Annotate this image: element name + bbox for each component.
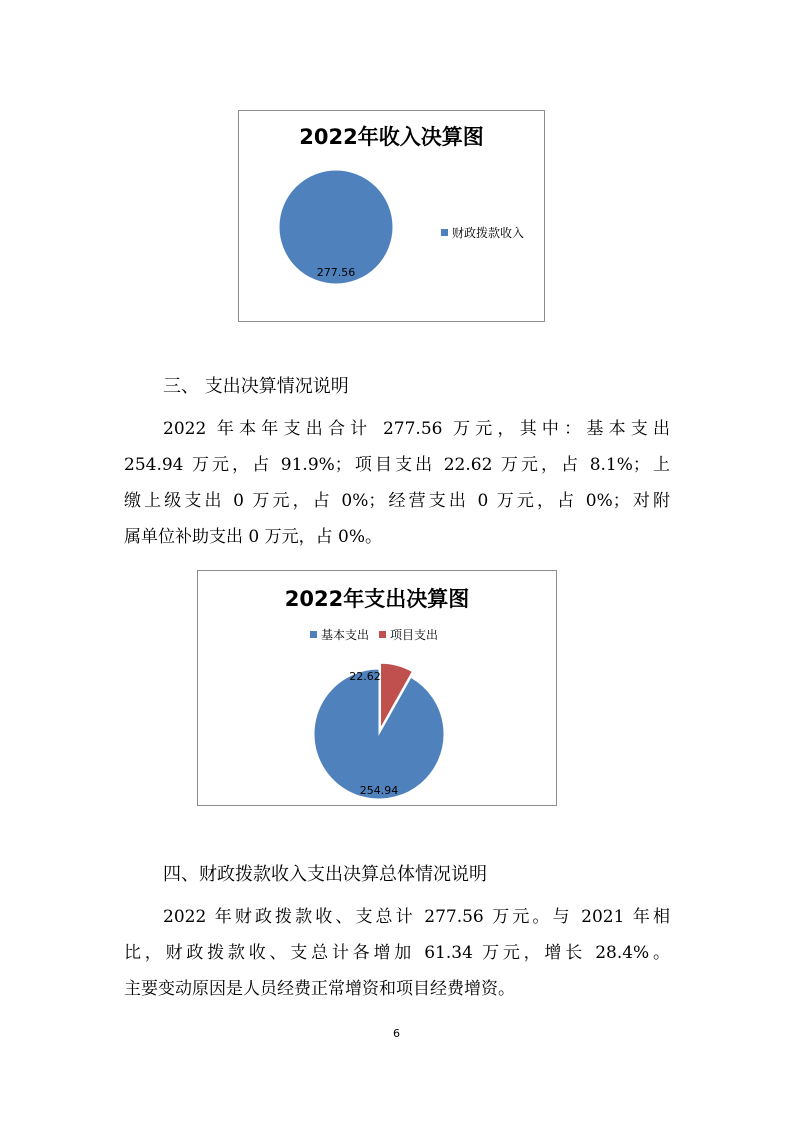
section4-line-2: 比，财政拨款收、支总计各增加 61.34 万元，增长 28.4%。: [124, 943, 670, 963]
section3-heading: 三、 支出决算情况说明: [163, 376, 349, 397]
expense-chart-title: 2022年支出决算图: [284, 587, 470, 611]
section3-line-3: 缴上级支出 0 万元，占 0%；经营支出 0 万元，占 0%；对附: [124, 491, 670, 511]
legend-swatch: [441, 229, 448, 236]
pie-data-label-1: 254.94: [359, 784, 399, 797]
section3-line-1: 2022 年本年支出合计 277.56 万元，其中：基本支出: [163, 419, 670, 439]
page-number: 6: [393, 1027, 400, 1040]
income-pie: [239, 111, 544, 321]
legend-label: 财政拨款收入: [452, 226, 525, 240]
legend-label: 基本支出: [321, 628, 370, 642]
expense-chart: [197, 570, 557, 806]
section3-line-4: 属单位补助支出 0 万元，占 0%。: [124, 527, 382, 547]
section4-heading: 四、财政拨款收入支出决算总体情况说明: [163, 864, 487, 885]
pie-data-label-2: 22.62: [349, 670, 381, 683]
income-chart-title: 2022年收入决算图: [299, 125, 484, 149]
pie-data-label-1: 277.56: [316, 266, 356, 279]
expense-pie: [198, 571, 556, 805]
income-legend: [441, 224, 534, 241]
section4-line-1: 2022 年财政拨款收、支总计 277.56 万元。与 2021 年相: [163, 907, 670, 927]
pie-slice-1: [314, 669, 444, 799]
legend-label: 项目支出: [390, 628, 439, 642]
section4-line-3: 主要变动原因是人员经费正常增资和项目经费增资。: [124, 979, 515, 999]
section3-line-2: 254.94 万元，占 91.9%；项目支出 22.62 万元，占 8.1%；上: [124, 455, 670, 475]
income-chart: [238, 110, 545, 322]
legend-item-income: [441, 224, 524, 241]
